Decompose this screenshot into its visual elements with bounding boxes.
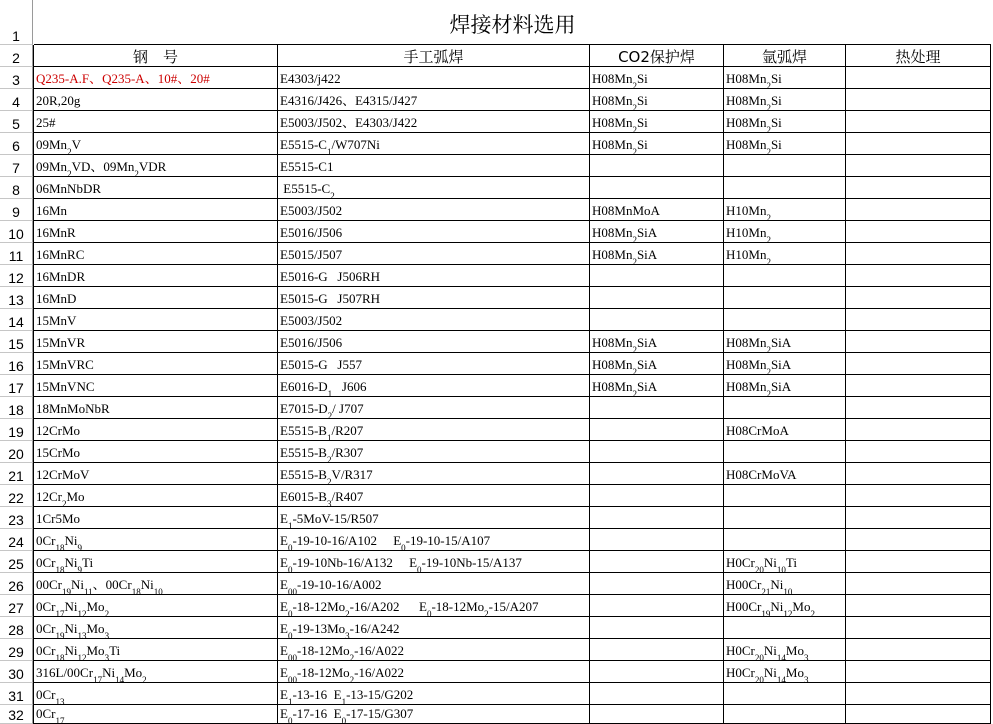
cell-argon-arc-welding[interactable]: H08Mn 2 Si [724,133,846,155]
cell-manual-arc-welding[interactable]: E5515-B 2 /R307 [278,441,590,463]
header-heat-treatment[interactable]: 热处理 [846,45,991,67]
cell-manual-arc-welding[interactable]: E5003/J502、E4303/J422 [278,111,590,133]
cell-steel-grade[interactable]: 15MnVNC [34,375,278,397]
cell-heat-treatment[interactable] [846,551,991,573]
cell-heat-treatment[interactable] [846,441,991,463]
cell-co2-welding[interactable]: H08Mn 2 Si [590,67,724,89]
cell-argon-arc-welding[interactable] [724,155,846,177]
cell-co2-welding[interactable] [590,397,724,419]
cell-argon-arc-welding[interactable] [724,397,846,419]
cell-steel-grade[interactable]: 18MnMoNbR [34,397,278,419]
cell-co2-welding[interactable] [590,573,724,595]
cell-steel-grade[interactable]: 15MnVRC [34,353,278,375]
cell-heat-treatment[interactable] [846,265,991,287]
cell-manual-arc-welding[interactable]: E 0 -17-16 E 0 -17-15/G307 [278,705,590,724]
cell-argon-arc-welding[interactable] [724,683,846,705]
cell-steel-grade[interactable]: 00Cr 19 Ni 11 、00Cr 18 Ni 10 [34,573,278,595]
row-number[interactable]: 16 [0,353,33,375]
cell-argon-arc-welding[interactable] [724,441,846,463]
row-number[interactable]: 12 [0,265,33,287]
cell-steel-grade[interactable]: 0Cr 17 Ni 12 Mo 2 [34,595,278,617]
row-number[interactable]: 31 [0,683,33,705]
cell-steel-grade[interactable]: 0Cr 18 Ni 9 [34,529,278,551]
cell-co2-welding[interactable] [590,705,724,724]
cell-steel-grade[interactable]: 316L/00Cr 17 Ni 14 Mo 2 [34,661,278,683]
cell-argon-arc-welding[interactable] [724,507,846,529]
cell-heat-treatment[interactable] [846,243,991,265]
row-number[interactable]: 15 [0,331,33,353]
cell-co2-welding[interactable] [590,595,724,617]
cell-steel-grade[interactable]: Q235-A.F、Q235-A、10#、20# [34,67,278,89]
row-number[interactable]: 29 [0,639,33,661]
cell-heat-treatment[interactable] [846,375,991,397]
cell-heat-treatment[interactable] [846,331,991,353]
cell-heat-treatment[interactable] [846,485,991,507]
row-number[interactable]: 13 [0,287,33,309]
row-number[interactable]: 25 [0,551,33,573]
cell-manual-arc-welding[interactable]: E6016-D 1 J606 [278,375,590,397]
row-number[interactable]: 2 [0,45,33,67]
cell-argon-arc-welding[interactable]: H08Mn 2 Si [724,67,846,89]
row-number[interactable]: 14 [0,309,33,331]
cell-co2-welding[interactable] [590,287,724,309]
cell-manual-arc-welding[interactable]: E4303/j422 [278,67,590,89]
cell-heat-treatment[interactable] [846,595,991,617]
cell-co2-welding[interactable] [590,507,724,529]
cell-manual-arc-welding[interactable]: E6015-B 3 /R407 [278,485,590,507]
cell-co2-welding[interactable] [590,309,724,331]
cell-heat-treatment[interactable] [846,639,991,661]
cell-steel-grade[interactable]: 0Cr 18 Ni 12 Mo 3 Ti [34,639,278,661]
cell-steel-grade[interactable]: 06MnNbDR [34,177,278,199]
row-number[interactable]: 5 [0,111,33,133]
cell-manual-arc-welding[interactable]: E 1 -13-16 E 1 -13-15/G202 [278,683,590,705]
cell-heat-treatment[interactable] [846,221,991,243]
cell-manual-arc-welding[interactable]: E 00 -18-12Mo 2 -16/A022 [278,639,590,661]
cell-heat-treatment[interactable] [846,683,991,705]
cell-co2-welding[interactable] [590,485,724,507]
cell-manual-arc-welding[interactable]: E5015-G J557 [278,353,590,375]
cell-argon-arc-welding[interactable] [724,309,846,331]
cell-steel-grade[interactable]: 0Cr 19 Ni 13 Mo 3 [34,617,278,639]
cell-heat-treatment[interactable] [846,155,991,177]
cell-argon-arc-welding[interactable] [724,485,846,507]
cell-manual-arc-welding[interactable]: E5515-C 1 /W707Ni [278,133,590,155]
cell-argon-arc-welding[interactable]: H10Mn 2 [724,243,846,265]
cell-manual-arc-welding[interactable]: E5016/J506 [278,221,590,243]
cell-manual-arc-welding[interactable]: E5515-B 1 /R207 [278,419,590,441]
cell-co2-welding[interactable]: H08MnMoA [590,199,724,221]
cell-heat-treatment[interactable] [846,397,991,419]
cell-steel-grade[interactable]: 15CrMo [34,441,278,463]
row-number[interactable]: 18 [0,397,33,419]
cell-manual-arc-welding[interactable]: E5015/J507 [278,243,590,265]
cell-manual-arc-welding[interactable]: E5515-B 2 V/R317 [278,463,590,485]
cell-heat-treatment[interactable] [846,133,991,155]
cell-co2-welding[interactable]: H08Mn 2 Si [590,111,724,133]
row-number[interactable]: 8 [0,177,33,199]
cell-steel-grade[interactable]: 1Cr5Mo [34,507,278,529]
cell-co2-welding[interactable]: H08Mn 2 Si [590,89,724,111]
cell-co2-welding[interactable] [590,441,724,463]
cell-co2-welding[interactable]: H08Mn 2 SiA [590,243,724,265]
cell-co2-welding[interactable] [590,463,724,485]
row-number[interactable]: 6 [0,133,33,155]
cell-argon-arc-welding[interactable] [724,529,846,551]
cell-argon-arc-welding[interactable]: H08CrMoVA [724,463,846,485]
cell-steel-grade[interactable]: 09Mn 2 VD、09Mn 2 VDR [34,155,278,177]
cell-heat-treatment[interactable] [846,89,991,111]
cell-argon-arc-welding[interactable]: H08Mn 2 Si [724,89,846,111]
cell-co2-welding[interactable] [590,529,724,551]
cell-steel-grade[interactable]: 15MnVR [34,331,278,353]
cell-steel-grade[interactable]: 16MnR [34,221,278,243]
cell-heat-treatment[interactable] [846,617,991,639]
header-co2-welding[interactable]: CO2保护焊 [590,45,724,67]
cell-argon-arc-welding[interactable]: H08Mn 2 SiA [724,353,846,375]
cell-manual-arc-welding[interactable]: E 00 -18-12Mo 2 -16/A022 [278,661,590,683]
cell-argon-arc-welding[interactable] [724,617,846,639]
cell-manual-arc-welding[interactable]: E 0 -19-10Nb-16/A132 E 0 -19-10Nb-15/A137 [278,551,590,573]
cell-argon-arc-welding[interactable]: H00Cr 21 Ni 10 [724,573,846,595]
cell-manual-arc-welding[interactable]: E 0 -19-13Mo 3 -16/A242 [278,617,590,639]
header-steel-grade[interactable]: 钢 号 [34,45,278,67]
cell-manual-arc-welding[interactable]: E5016/J506 [278,331,590,353]
cell-heat-treatment[interactable] [846,463,991,485]
row-number[interactable]: 7 [0,155,33,177]
cell-manual-arc-welding[interactable]: E5015-G J507RH [278,287,590,309]
header-argon-arc-welding[interactable]: 氩弧焊 [724,45,846,67]
row-number[interactable]: 23 [0,507,33,529]
cell-argon-arc-welding[interactable] [724,705,846,724]
cell-argon-arc-welding[interactable]: H10Mn 2 [724,199,846,221]
cell-steel-grade[interactable]: 12Cr 2 Mo [34,485,278,507]
cell-heat-treatment[interactable] [846,507,991,529]
row-number[interactable]: 9 [0,199,33,221]
row-number[interactable]: 26 [0,573,33,595]
cell-steel-grade[interactable]: 25# [34,111,278,133]
cell-manual-arc-welding[interactable]: E5016-G J506RH [278,265,590,287]
cell-manual-arc-welding[interactable]: E 1 -5MoV-15/R507 [278,507,590,529]
cell-heat-treatment[interactable] [846,111,991,133]
row-number[interactable]: 3 [0,67,33,89]
cell-heat-treatment[interactable] [846,705,991,724]
cell-steel-grade[interactable]: 16MnDR [34,265,278,287]
cell-steel-grade[interactable]: 0Cr 13 [34,683,278,705]
cell-argon-arc-welding[interactable]: H08Mn 2 SiA [724,375,846,397]
cell-co2-welding[interactable]: H08Mn 2 SiA [590,353,724,375]
row-number[interactable]: 17 [0,375,33,397]
cell-argon-arc-welding[interactable]: H00Cr 19 Ni 12 Mo 2 [724,595,846,617]
cell-manual-arc-welding[interactable]: E5003/J502 [278,309,590,331]
row-number[interactable]: 20 [0,441,33,463]
cell-heat-treatment[interactable] [846,661,991,683]
cell-argon-arc-welding[interactable]: H0Cr 20 Ni 14 Mo 3 [724,639,846,661]
cell-steel-grade[interactable]: 0Cr 18 Ni 9 Ti [34,551,278,573]
cell-co2-welding[interactable]: H08Mn 2 Si [590,133,724,155]
row-number[interactable]: 28 [0,617,33,639]
cell-co2-welding[interactable] [590,683,724,705]
cell-argon-arc-welding[interactable] [724,265,846,287]
cell-argon-arc-welding[interactable]: H0Cr 20 Ni 10 Ti [724,551,846,573]
cell-heat-treatment[interactable] [846,67,991,89]
cell-manual-arc-welding[interactable]: E 00 -19-10-16/A002 [278,573,590,595]
cell-argon-arc-welding[interactable]: H08CrMoA [724,419,846,441]
row-number[interactable]: 1 [0,0,33,45]
cell-steel-grade[interactable]: 12CrMoV [34,463,278,485]
cell-steel-grade[interactable]: 16MnRC [34,243,278,265]
cell-heat-treatment[interactable] [846,309,991,331]
row-number[interactable]: 32 [0,705,33,724]
cell-co2-welding[interactable] [590,661,724,683]
cell-co2-welding[interactable] [590,617,724,639]
cell-steel-grade[interactable]: 15MnV [34,309,278,331]
cell-co2-welding[interactable]: H08Mn 2 SiA [590,375,724,397]
cell-manual-arc-welding[interactable]: E 0 -19-10-16/A102 E 0 -19-10-15/A107 [278,529,590,551]
cell-co2-welding[interactable] [590,177,724,199]
cell-manual-arc-welding[interactable]: E7015-D 2 / J707 [278,397,590,419]
cell-argon-arc-welding[interactable] [724,177,846,199]
cell-heat-treatment[interactable] [846,353,991,375]
cell-co2-welding[interactable]: H08Mn 2 SiA [590,331,724,353]
row-number[interactable]: 22 [0,485,33,507]
cell-co2-welding[interactable] [590,265,724,287]
cell-steel-grade[interactable]: 12CrMo [34,419,278,441]
cell-argon-arc-welding[interactable]: H0Cr 20 Ni 14 Mo 3 [724,661,846,683]
cell-manual-arc-welding[interactable]: E 0 -18-12Mo 2 -16/A202 E 0 -18-12Mo 2 -15/A207 [278,595,590,617]
cell-co2-welding[interactable]: H08Mn 2 SiA [590,221,724,243]
row-number[interactable]: 30 [0,661,33,683]
cell-heat-treatment[interactable] [846,419,991,441]
row-number[interactable]: 21 [0,463,33,485]
cell-manual-arc-welding[interactable]: E4316/J426、E4315/J427 [278,89,590,111]
row-number[interactable]: 19 [0,419,33,441]
cell-heat-treatment[interactable] [846,287,991,309]
row-number[interactable]: 11 [0,243,33,265]
cell-steel-grade[interactable]: 0Cr 17 [34,705,278,724]
cell-steel-grade[interactable]: 16Mn [34,199,278,221]
row-number[interactable]: 27 [0,595,33,617]
cell-heat-treatment[interactable] [846,177,991,199]
cell-steel-grade[interactable]: 20R,20g [34,89,278,111]
cell-co2-welding[interactable] [590,155,724,177]
cell-co2-welding[interactable] [590,639,724,661]
cell-manual-arc-welding[interactable]: E5515-C1 [278,155,590,177]
cell-manual-arc-welding[interactable]: E5515-C 2 [278,177,590,199]
cell-heat-treatment[interactable] [846,573,991,595]
header-manual-arc-welding[interactable]: 手工弧焊 [278,45,590,67]
cell-steel-grade[interactable]: 16MnD [34,287,278,309]
cell-steel-grade[interactable]: 09Mn 2 V [34,133,278,155]
cell-manual-arc-welding[interactable]: E5003/J502 [278,199,590,221]
row-number[interactable]: 10 [0,221,33,243]
cell-heat-treatment[interactable] [846,199,991,221]
sheet-title[interactable]: 焊接材料选用 [34,0,991,45]
cell-argon-arc-welding[interactable]: H08Mn 2 SiA [724,331,846,353]
row-number[interactable]: 24 [0,529,33,551]
cell-argon-arc-welding[interactable]: H10Mn 2 [724,221,846,243]
row-number[interactable]: 4 [0,89,33,111]
cell-co2-welding[interactable] [590,419,724,441]
cell-argon-arc-welding[interactable] [724,287,846,309]
cell-argon-arc-welding[interactable]: H08Mn 2 Si [724,111,846,133]
cell-heat-treatment[interactable] [846,529,991,551]
cell-co2-welding[interactable] [590,551,724,573]
